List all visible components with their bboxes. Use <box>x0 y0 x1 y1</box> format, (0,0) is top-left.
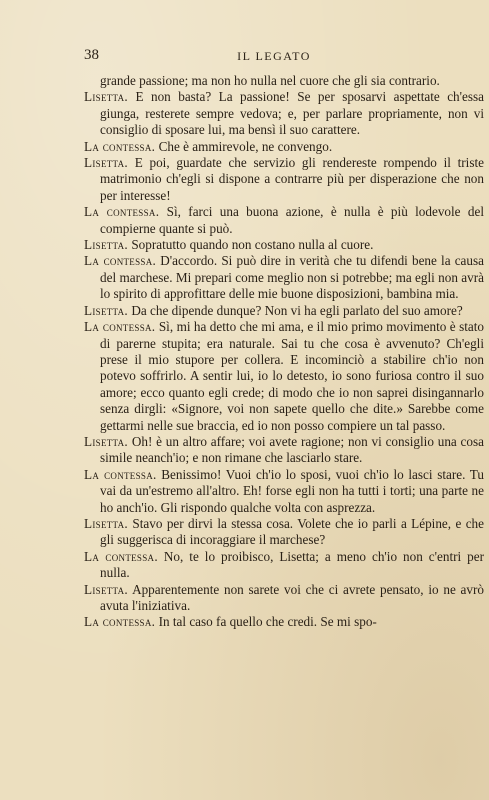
paragraph-text: Sopratutto quando non costano nulla al cuore. <box>128 237 374 253</box>
paragraph-text: Sì, farci una buona azione, è nulla è più lodevole del compierne quante si può. <box>100 204 484 236</box>
speaker-name: La contessa. <box>84 138 156 154</box>
paragraph-text: grande passione; ma non ho nulla nel cuore che gli sia contrario. <box>100 73 440 88</box>
paragraph <box>84 139 484 155</box>
running-title: IL LEGATO <box>237 49 311 63</box>
paragraph <box>84 549 484 582</box>
paragraph <box>84 434 484 467</box>
paragraph-text: E non basta? La passione! Se per sposarvi aspettate ch'essa giunga, resterete sempre vedova; e, per parlare propriamente, non vi consiglio di sposare lui, ma bensì il suo carattere. <box>100 89 484 138</box>
speaker-name: La contessa. <box>84 204 160 220</box>
paragraph <box>84 303 484 319</box>
speaker-name: Lisetta. <box>84 89 129 105</box>
page-number: 38 <box>84 47 99 63</box>
paragraph <box>84 237 484 253</box>
paragraph-text: Da che dipende dunque? Non vi ha egli parlato del suo amore? <box>128 302 463 318</box>
paragraph-text: Stavo per dirvi la stessa cosa. Volete che io parli a Lépine, e che gli suggerisca di incoraggiare il marchese? <box>100 515 484 548</box>
paragraph-text: Apparentemente non sarete voi che ci avrete pensato, io ne avrò avuta l'iniziativa. <box>100 581 484 613</box>
paragraph-text: E poi, guardate che servizio gli rendereste rompendo il triste matrimonio ch'egli si dispone a contrarre più per disperazione che non per interesse! <box>100 155 484 203</box>
speaker-name: Lisetta. <box>84 433 129 449</box>
paragraph-text: D'accordo. Si può dire in verità che tu difendi bene la causa del marchese. Mi prepari come meglio non si potrebbe; ma egli non avrà lo spirito di approfittare delle mie buone disposizioni, bambina mia. <box>100 253 484 302</box>
paragraph <box>84 614 484 630</box>
paragraph-text: Che è ammirevole, ne convengo. <box>155 138 333 154</box>
body-text <box>84 73 484 631</box>
speaker-name: La contessa. <box>84 319 156 335</box>
paragraph <box>84 89 484 138</box>
paragraph <box>84 155 484 204</box>
speaker-name: La contessa. <box>84 253 157 269</box>
paragraph-text: In tal caso fa quello che credi. Se mi spo- <box>155 614 377 630</box>
paragraph-text: Sì, mi ha detto che mi ama, e il mio primo movimento è stato di parerne stupita; era naturale. Sai tu che cosa è avvenuto? Ch'egli prese il mio stupore per collera. E incominciò a stabilire ch'io non potevo soffrirlo. A sentir lui, io lo detesto, io sono furiosa contro il suo amore; ecco quanto egli crede; di modo che io non saprei disingannarlo senza dirgli: «Signore, voi non sapete quello che dite.» Sarebbe come gettarmi nelle sue braccia, ed io non posso compiere un tal passo. <box>100 319 485 433</box>
paragraph <box>84 582 484 615</box>
speaker-name: Lisetta. <box>84 581 129 597</box>
paragraph-text: Benissimo! Vuoi ch'io lo sposi, vuoi ch'io lo lasci stare. Tu vai da un'estremo all'altro. Eh! forse egli non ha tutti i torti; una parte ne ho anch'io. Gli rispondo qualche volta con asprezza. <box>100 466 484 515</box>
paragraph <box>84 319 484 434</box>
speaker-name: Lisetta. <box>84 237 129 253</box>
paragraph <box>84 73 484 89</box>
paragraph <box>84 516 484 549</box>
paragraph <box>84 204 484 237</box>
speaker-name: La contessa. <box>84 614 156 630</box>
speaker-name: La contessa. <box>84 466 157 482</box>
speaker-name: Lisetta. <box>84 515 129 531</box>
paragraph-text: Oh! è un altro affare; voi avete ragione; non vi consiglio una cosa simile neanch'io; e non rimane che lasciarlo stare. <box>100 433 484 466</box>
page-header <box>84 47 464 67</box>
speaker-name: Lisetta. <box>84 302 129 318</box>
paragraph <box>84 467 484 516</box>
paragraph-text: No, te lo proibisco, Lisetta; a meno ch'io non c'entri per nulla. <box>100 548 484 581</box>
speaker-name: Lisetta. <box>84 155 129 171</box>
paragraph <box>84 253 484 302</box>
speaker-name: La contessa. <box>84 548 158 564</box>
